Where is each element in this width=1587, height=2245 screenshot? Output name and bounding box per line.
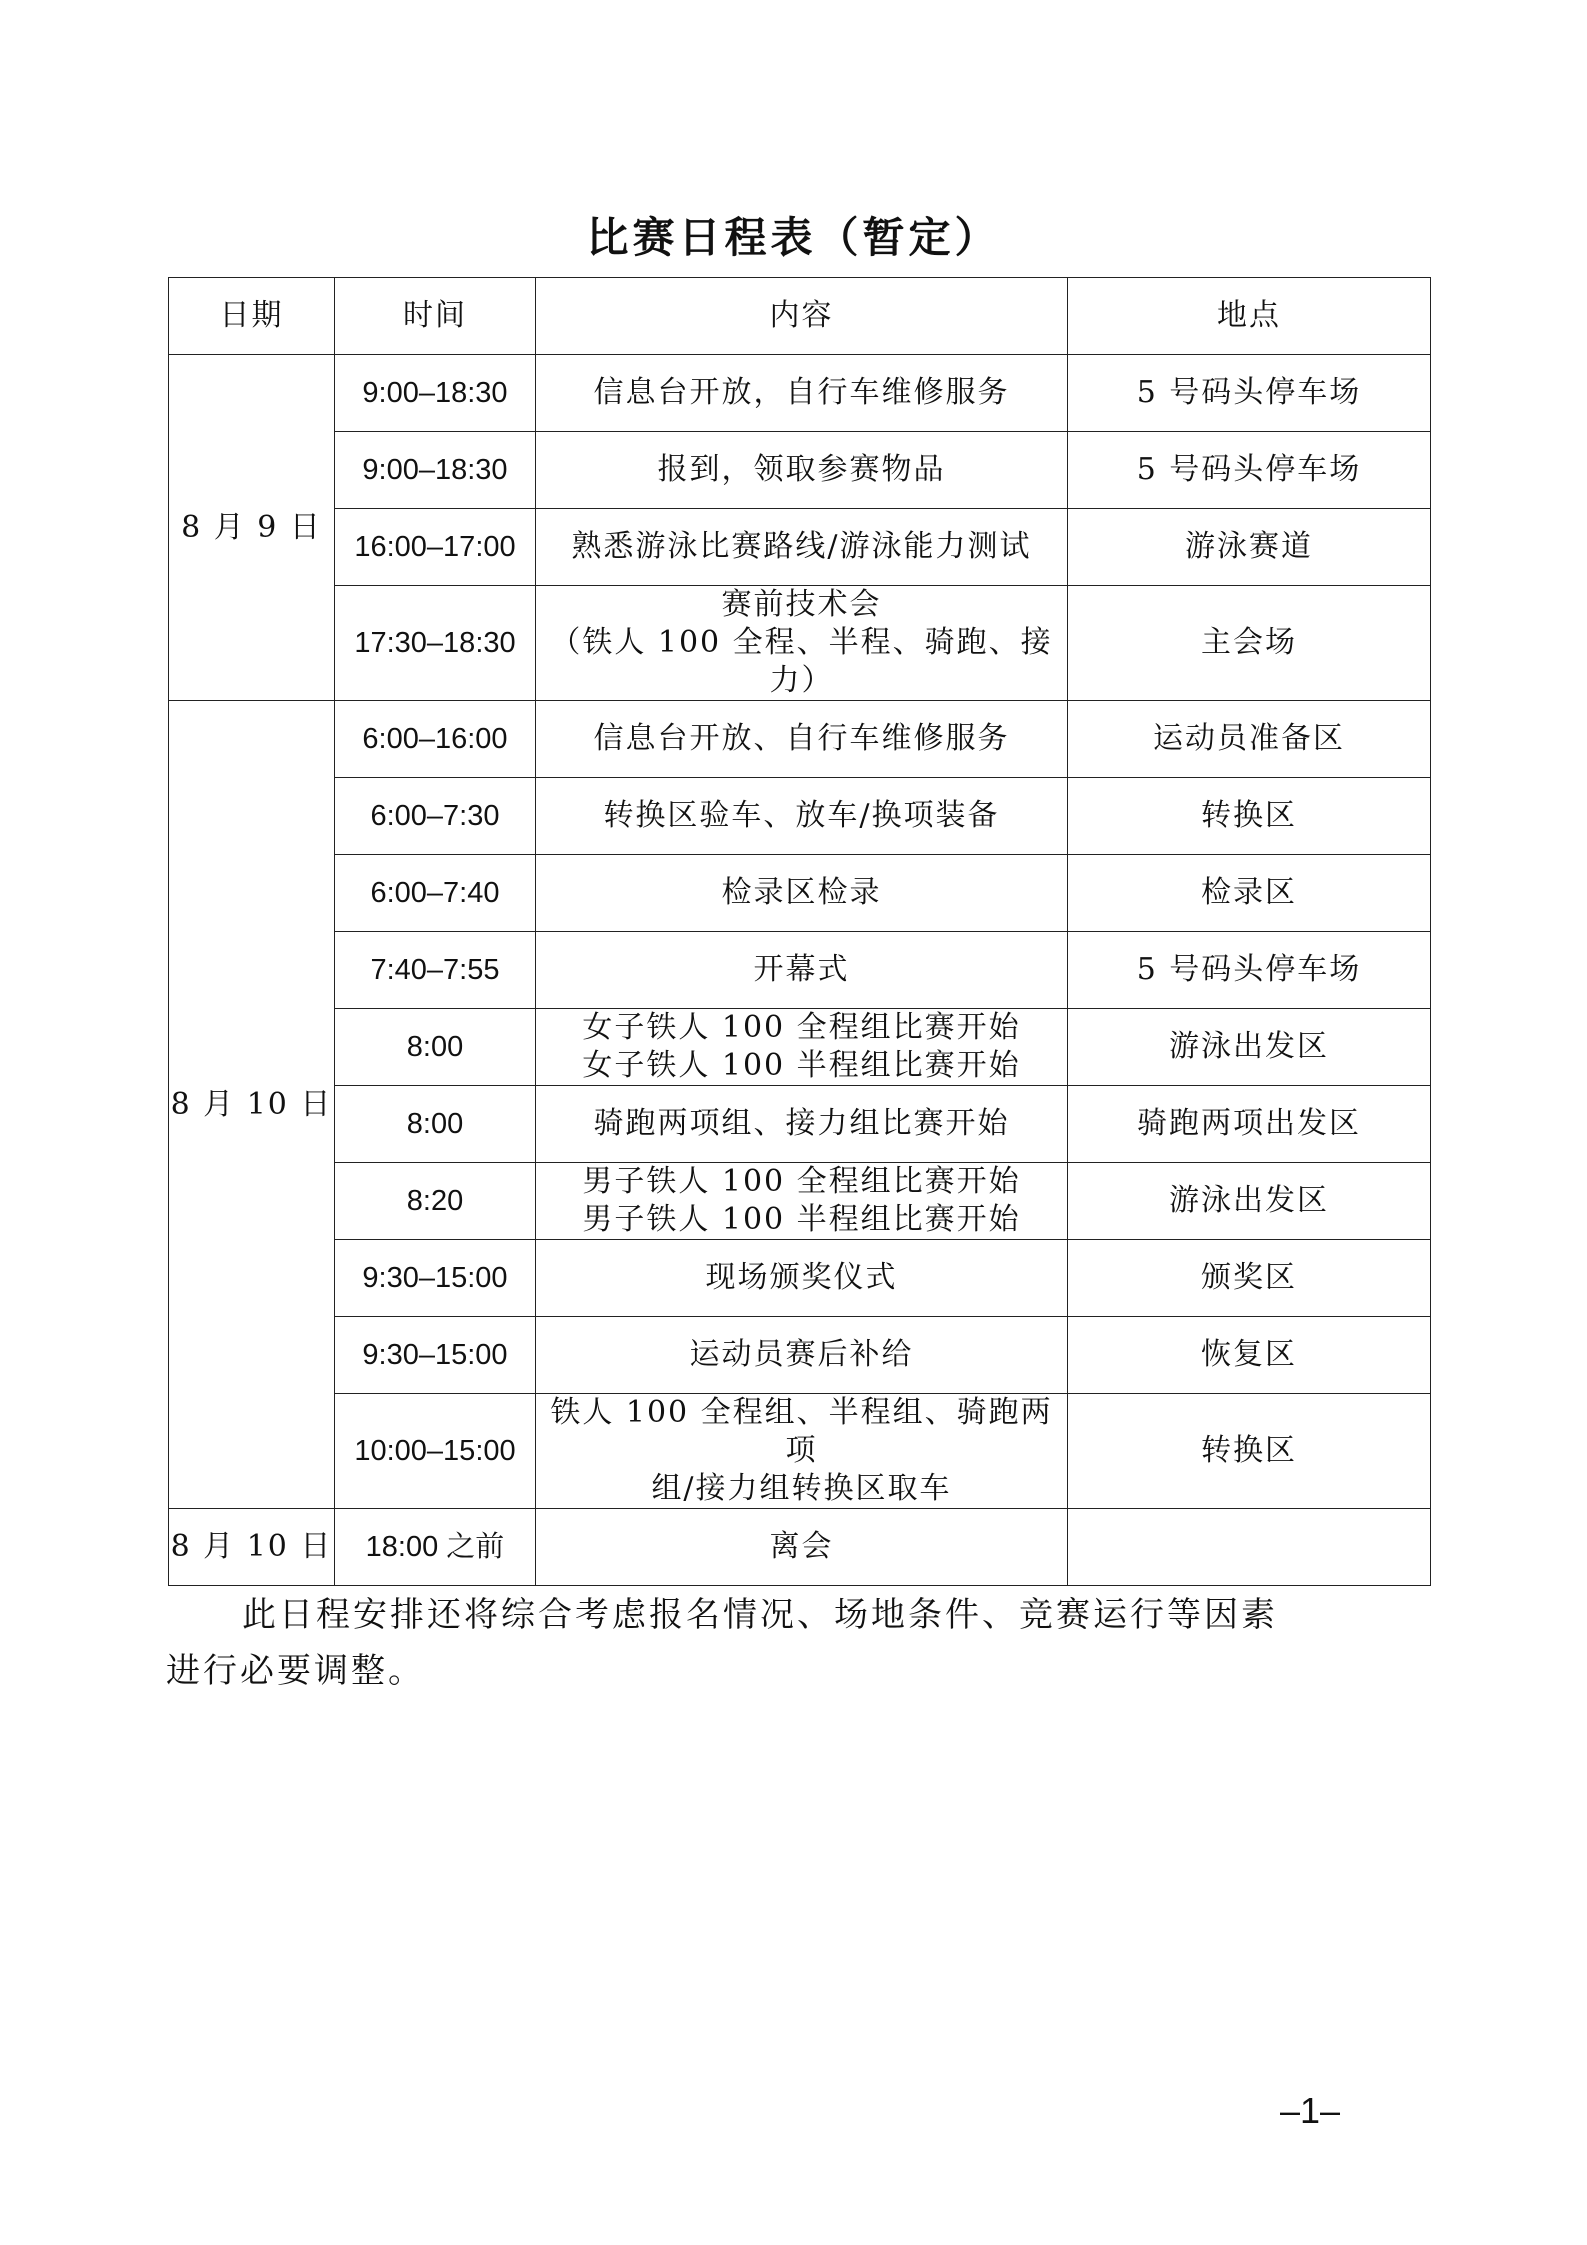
content-cell (536, 1163, 1068, 1240)
date-cell: 8 月 9 日 (169, 355, 335, 701)
content-line: 女子铁人 100 半程组比赛开始 (582, 1048, 1021, 1083)
table-row (169, 1163, 1431, 1240)
time-cell: 16:00–17:00 (335, 509, 536, 586)
location-cell: 主会场 (1068, 586, 1431, 701)
header-time: 时间 (335, 278, 536, 355)
content-cell (536, 778, 1068, 855)
table-row (169, 1009, 1431, 1086)
location-cell: 游泳赛道 (1068, 509, 1431, 586)
content-line: 信息台开放、自行车维修服务 (593, 721, 1010, 756)
content-line: 离会 (769, 1529, 834, 1564)
location-cell: 5 号码头停车场 (1068, 355, 1431, 432)
table-row (169, 1240, 1431, 1317)
schedule-note (166, 1587, 1362, 1699)
header-content: 内容 (536, 278, 1068, 355)
table-row (169, 932, 1431, 1009)
table-row (169, 509, 1431, 586)
content-line: 开幕式 (753, 952, 850, 987)
table-row (169, 432, 1431, 509)
location-cell: 转换区 (1068, 1394, 1431, 1509)
table-row (169, 1317, 1431, 1394)
schedule-table (168, 277, 1431, 1586)
content-line: （铁人 100 全程、半程、骑跑、接力） (550, 625, 1053, 698)
content-line: 组/接力组转换区取车 (651, 1471, 952, 1506)
content-line: 赛前技术会 (721, 587, 882, 622)
location-cell: 5 号码头停车场 (1068, 432, 1431, 509)
page-title: 比赛日程表（暂定） (586, 213, 1001, 262)
location-cell: 游泳出发区 (1068, 1009, 1431, 1086)
table-row (169, 1509, 1431, 1586)
table-row (169, 778, 1431, 855)
time-cell: 17:30–18:30 (335, 586, 536, 701)
time-cell: 8:00 (335, 1086, 536, 1163)
content-cell (536, 855, 1068, 932)
location-cell: 转换区 (1068, 778, 1431, 855)
content-cell (536, 509, 1068, 586)
time-cell: 9:30–15:00 (335, 1240, 536, 1317)
content-line: 转换区验车、放车/换项装备 (603, 798, 1000, 833)
content-cell (536, 586, 1068, 701)
time-cell: 9:30–15:00 (335, 1317, 536, 1394)
content-line: 现场颁奖仪式 (705, 1260, 898, 1295)
location-cell: 恢复区 (1068, 1317, 1431, 1394)
note-line-1: 此日程安排还将综合考虑报名情况、场地条件、竞赛运行等因素 (242, 1595, 1278, 1635)
time-cell: 6:00–16:00 (335, 701, 536, 778)
content-line: 女子铁人 100 全程组比赛开始 (582, 1010, 1021, 1045)
content-cell (536, 1394, 1068, 1509)
header-location: 地点 (1068, 278, 1431, 355)
time-cell: 8:00 (335, 1009, 536, 1086)
content-cell (536, 932, 1068, 1009)
time-cell: 10:00–15:00 (335, 1394, 536, 1509)
content-line: 男子铁人 100 全程组比赛开始 (582, 1164, 1021, 1199)
table-row (169, 355, 1431, 432)
location-cell: 5 号码头停车场 (1068, 932, 1431, 1009)
location-cell: 骑跑两项出发区 (1068, 1086, 1431, 1163)
table-row (169, 701, 1431, 778)
time-cell: 6:00–7:40 (335, 855, 536, 932)
table-row (169, 1394, 1431, 1509)
time-cell: 8:20 (335, 1163, 536, 1240)
time-cell: 9:00–18:30 (335, 355, 536, 432)
content-cell (536, 1009, 1068, 1086)
content-line: 骑跑两项组、接力组比赛开始 (593, 1106, 1010, 1141)
time-cell: 9:00–18:30 (335, 432, 536, 509)
content-cell (536, 1240, 1068, 1317)
content-cell (536, 1509, 1068, 1586)
content-line: 报到，领取参赛物品 (657, 452, 946, 487)
content-cell (536, 432, 1068, 509)
content-cell (536, 355, 1068, 432)
location-cell (1068, 1509, 1431, 1586)
time-cell: 6:00–7:30 (335, 778, 536, 855)
time-cell: 7:40–7:55 (335, 932, 536, 1009)
table-row (169, 1086, 1431, 1163)
content-cell (536, 1086, 1068, 1163)
date-cell: 8 月 10 日 (169, 701, 335, 1509)
table-row (169, 855, 1431, 932)
note-line-2: 进行必要调整。 (166, 1651, 425, 1691)
content-line: 信息台开放，自行车维修服务 (593, 375, 1010, 410)
location-cell: 颁奖区 (1068, 1240, 1431, 1317)
content-line: 熟悉游泳比赛路线/游泳能力测试 (571, 529, 1032, 564)
content-line: 检录区检录 (721, 875, 882, 910)
content-cell (536, 1317, 1068, 1394)
location-cell: 游泳出发区 (1068, 1163, 1431, 1240)
content-line: 运动员赛后补给 (689, 1337, 914, 1372)
location-cell: 运动员准备区 (1068, 701, 1431, 778)
schedule-body (169, 355, 1431, 1586)
date-cell: 8 月 10 日 (169, 1509, 335, 1586)
table-header-row (169, 278, 1431, 355)
page-number: –1– (1280, 2090, 1341, 2131)
header-date: 日期 (169, 278, 335, 355)
content-line: 铁人 100 全程组、半程组、骑跑两项 (550, 1395, 1053, 1468)
content-cell (536, 701, 1068, 778)
content-line: 男子铁人 100 半程组比赛开始 (582, 1202, 1021, 1237)
location-cell: 检录区 (1068, 855, 1431, 932)
time-cell: 18:00 之前 (335, 1509, 536, 1586)
table-row (169, 586, 1431, 701)
